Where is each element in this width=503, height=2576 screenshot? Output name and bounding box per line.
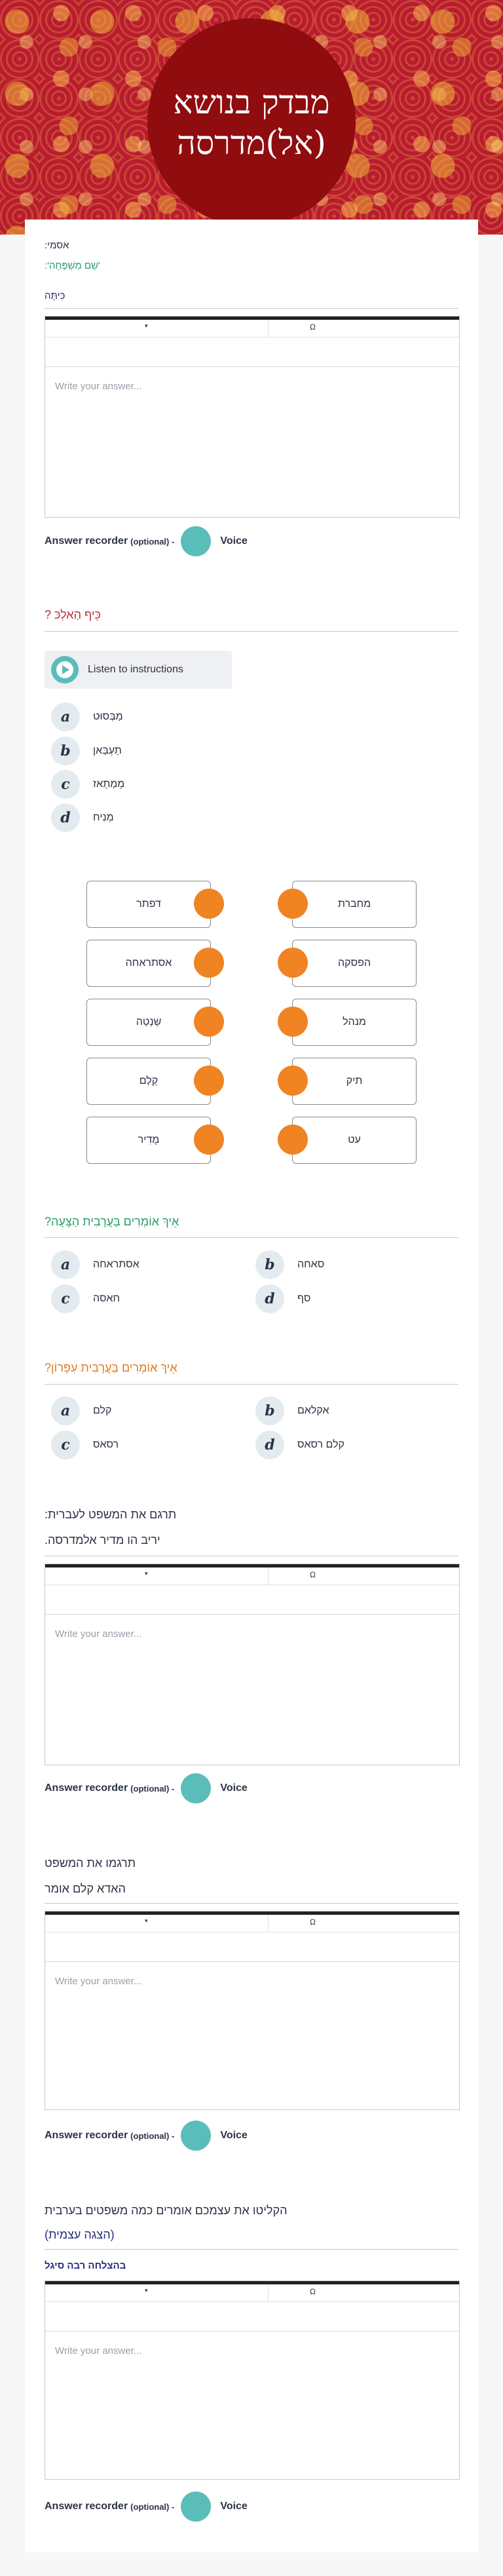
option-b[interactable]: b תַעְבַּאן	[51, 737, 122, 765]
option-d[interactable]: d קלם רסאס	[255, 1431, 345, 1459]
editor-toolbar	[45, 317, 459, 367]
header-title-circle	[147, 18, 356, 227]
recorder-label: Answer recorder	[45, 1782, 128, 1794]
special-char-icon[interactable]: Ω	[310, 322, 316, 332]
question-record-line1: הקליטו את עצמכם אומרים כמה משפטים בערבית	[45, 2204, 288, 2217]
question-title-break: אֵיךְ אוֹמְרִים בַּעֲרָבִית הַצָּעָה?	[45, 1215, 179, 1228]
editor-toolbar	[45, 1564, 459, 1615]
voice-record-button[interactable]	[181, 1773, 211, 1803]
match-connector[interactable]	[278, 1125, 308, 1155]
question-title-pencil: אֵיךְ אוֹמְרִים בַּעֲרָבִית עִפָּרוֹן?	[45, 1361, 177, 1374]
answer-placeholder: Write your answer...	[55, 1976, 142, 1987]
option-a[interactable]: a מַבְּסוּט	[51, 702, 123, 731]
question-translate-2-line1: תרגמו את המשפט	[45, 1856, 136, 1870]
header-banner	[0, 0, 503, 235]
voice-record-button[interactable]	[181, 2121, 211, 2151]
voice-record-button[interactable]	[181, 2491, 211, 2522]
option-a[interactable]: a קלם	[51, 1396, 111, 1425]
question-record-line2: (הצגה עצמית)	[45, 2228, 115, 2241]
editor-toolbar	[45, 2281, 459, 2332]
match-connector[interactable]	[194, 948, 224, 978]
answer-placeholder: Write your answer...	[55, 1628, 142, 1640]
match-left-item[interactable]: אסתראחה	[86, 940, 211, 987]
recorder-optional: (optional) -	[130, 1783, 175, 1794]
match-left-item[interactable]: שַנְטַה	[86, 999, 211, 1046]
answer-recorder-1	[45, 526, 248, 556]
match-right-item[interactable]: הפסקה	[292, 940, 417, 987]
special-char-icon[interactable]: Ω	[310, 1570, 316, 1579]
divider	[45, 1237, 458, 1238]
answer-recorder-2	[45, 1773, 248, 1803]
student-name-label: אסמי:	[45, 240, 69, 251]
match-connector[interactable]	[194, 1125, 224, 1155]
form-card	[25, 220, 478, 2552]
recorder-voice-label: Voice	[220, 535, 248, 547]
match-right-item[interactable]: מחברת	[292, 881, 417, 928]
answer-placeholder: Write your answer...	[55, 2345, 142, 2356]
match-connector[interactable]	[278, 889, 308, 919]
listen-label: Listen to instructions	[88, 664, 183, 675]
match-left-item[interactable]: קַלַם	[86, 1058, 211, 1105]
match-connector[interactable]	[278, 1066, 308, 1096]
answer-recorder-3	[45, 2121, 248, 2151]
match-connector[interactable]	[194, 1066, 224, 1096]
recorder-label: Answer recorder	[45, 2130, 128, 2141]
recorder-optional: (optional) -	[130, 2130, 175, 2141]
option-a[interactable]: a אסתראחה	[51, 1250, 140, 1279]
answer-recorder-4	[45, 2491, 248, 2522]
special-char-icon[interactable]: Ω	[310, 1917, 316, 1927]
question-translate-1-line1: תרגם את המשפט לעברית:	[45, 1508, 177, 1521]
good-luck-text: בהצלחה רבה סיגל	[45, 2260, 126, 2271]
question-title-how-are-you: כֵּיף הַאלְכּ ?	[45, 608, 101, 621]
special-char-icon[interactable]: Ω	[310, 2287, 316, 2296]
answer-editor-4[interactable]	[45, 2280, 460, 2480]
student-class-label: כִּיתָּה	[45, 290, 65, 301]
option-b[interactable]: b סאחה	[255, 1250, 324, 1279]
divider	[45, 2249, 458, 2250]
divider	[45, 1384, 458, 1385]
answer-editor-2[interactable]	[45, 1564, 460, 1765]
recorder-optional: (optional) -	[130, 536, 175, 547]
listen-instructions-button[interactable]	[45, 651, 232, 689]
recorder-voice-label: Voice	[220, 1782, 248, 1794]
recorder-label: Answer recorder	[45, 2501, 128, 2512]
divider	[45, 631, 458, 632]
format-dropdown[interactable]: ▾	[145, 322, 148, 329]
format-dropdown[interactable]: ▾	[145, 2287, 148, 2294]
match-connector[interactable]	[194, 1007, 224, 1037]
recorder-optional: (optional) -	[130, 2501, 175, 2512]
divider	[45, 308, 458, 309]
match-right-item[interactable]: תיק	[292, 1058, 417, 1105]
match-connector[interactable]	[194, 889, 224, 919]
voice-record-button[interactable]	[181, 526, 211, 556]
match-right-item[interactable]: עט	[292, 1117, 417, 1164]
option-d[interactable]: d סף	[255, 1284, 310, 1313]
match-left-item[interactable]: דפתר	[86, 881, 211, 928]
match-connector[interactable]	[278, 1007, 308, 1037]
match-connector[interactable]	[278, 948, 308, 978]
option-c[interactable]: c רסאס	[51, 1431, 119, 1459]
play-icon	[51, 656, 79, 683]
option-d[interactable]: d מְנִיח	[51, 803, 114, 832]
recorder-label: Answer recorder	[45, 535, 128, 547]
divider	[45, 1903, 458, 1904]
answer-placeholder: Write your answer...	[55, 381, 142, 392]
option-b[interactable]: b אקלאם	[255, 1396, 329, 1425]
recorder-voice-label: Voice	[220, 2501, 248, 2512]
match-left-item[interactable]: מֻדִיר	[86, 1117, 211, 1164]
student-family-label: 'שֵׁם מִשְׁפָּחָה':	[45, 260, 100, 271]
recorder-voice-label: Voice	[220, 2130, 248, 2141]
question-translate-1-line2: יריב הו מדיר אלמדרסה.	[45, 1533, 160, 1547]
answer-editor-1[interactable]	[45, 316, 460, 518]
format-dropdown[interactable]: ▾	[145, 1917, 148, 1924]
answer-editor-3[interactable]	[45, 1911, 460, 2110]
match-right-item[interactable]: מנהל	[292, 999, 417, 1046]
option-c[interactable]: c חאסה	[51, 1284, 120, 1313]
format-dropdown[interactable]: ▾	[145, 1570, 148, 1577]
question-translate-2-line2: האדא קלם אומר	[45, 1882, 126, 1895]
option-c[interactable]: c מְמְתַאז	[51, 770, 124, 799]
editor-toolbar	[45, 1912, 459, 1962]
page-title: מבדק בנושא (אל)מדרסה	[173, 83, 330, 162]
